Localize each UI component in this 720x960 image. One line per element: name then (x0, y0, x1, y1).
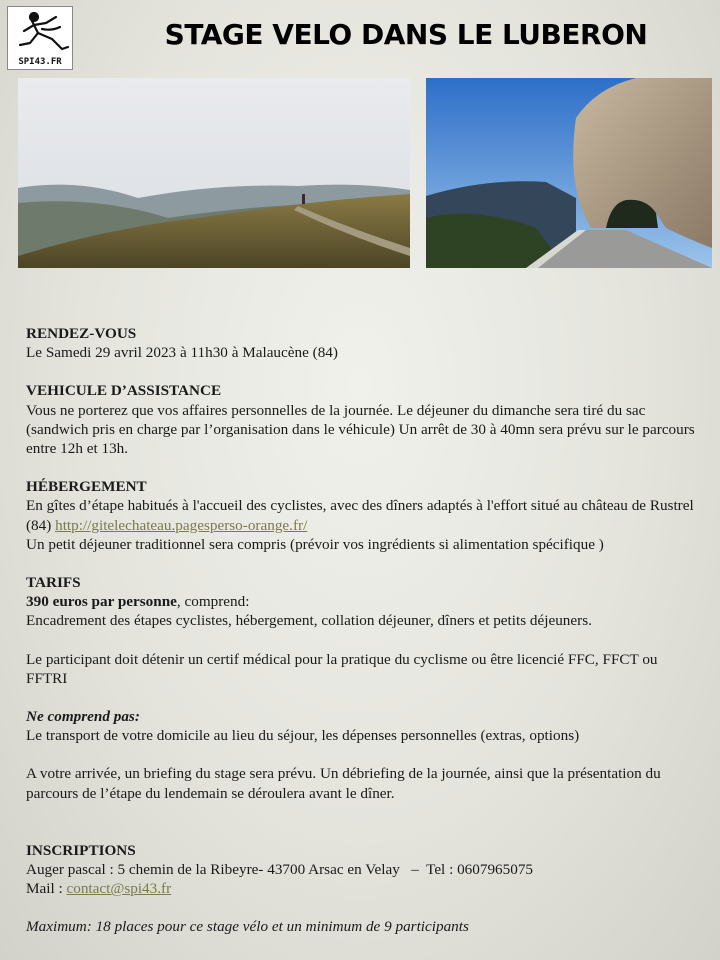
tarifs-includes: Encadrement des étapes cyclistes, hébergement, collation déjeuner, dîners et petits déjeuners. (26, 612, 592, 630)
briefing-text: A votre arrivée, un briefing du stage sera prévu. Un débriefing de la journée, ainsi que la présentation du parcours de l’étape du lendemain se déroulera avant le dîner. (26, 765, 661, 802)
inscriptions-address: Auger pascal : 5 chemin de la Ribeyre- 43700 Arsac en Velay – Tel : 0607965075 (26, 861, 534, 879)
rock-tunnel-road-photo (426, 78, 712, 268)
inscriptions-heading: INSCRIPTIONS (26, 841, 136, 859)
not-included-text: Le transport de votre domicile au lieu du séjour, les dépenses personnelles (extras, options) (26, 727, 580, 745)
tarifs-certif: Le participant doit détenir un certif médical pour la pratique du cyclisme ou être licencié FFC, FFCT ou FFTRI (26, 650, 658, 687)
maximum-text: Maximum: 18 places pour ce stage vélo et un minimum de 9 participants (26, 918, 469, 936)
hebergement-text-1: En gîtes d’étape habitués à l'accueil des cyclistes, avec des dîners adaptés à l'effort situé au château de Rustrel (84) (26, 497, 694, 534)
page-content (26, 324, 696, 937)
logo-text: SPI43.FR (18, 57, 62, 67)
tarifs-price: 390 euros par personne (26, 593, 177, 611)
hebergement-text (26, 496, 696, 534)
hebergement-text-2: Un petit déjeuner traditionnel sera compris (prévoir vos ingrédients si alimentation spécifique ) (26, 535, 604, 553)
tarifs-price-line (26, 592, 696, 611)
hills-landscape-photo (18, 78, 410, 268)
page-title: STAGE VELO DANS LE LUBERON (164, 18, 648, 51)
vehicule-text: Vous ne porterez que vos affaires personnelles de la journée. Le déjeuner du dimanche sera tiré du sac (sandwich pris en charge par l’organisation dans le véhicule) Un arrêt de 30 à 40mn sera prévu sur le parcours entre 12h et 13h. (26, 401, 695, 458)
hebergement-heading: HÉBERGEMENT (26, 478, 147, 496)
mail-link[interactable]: contact@spi43.fr (66, 880, 172, 898)
not-included-heading: Ne comprend pas: (26, 708, 140, 726)
inscriptions-mail-line (26, 879, 696, 898)
mail-label: Mail : (26, 880, 67, 898)
runner-icon (12, 9, 70, 57)
rendezvous-text: Le Samedi 29 avril 2023 à 11h30 à Malaucène (84) (26, 344, 338, 362)
hebergement-link[interactable]: http://gitelechateau.pagesperso-orange.fr/ (55, 516, 308, 534)
vehicule-heading: VEHICULE D’ASSISTANCE (26, 382, 222, 400)
tarifs-heading: TARIFS (26, 574, 81, 592)
logo (7, 6, 73, 70)
tarifs-price-suffix: , comprend: (176, 593, 250, 611)
rendezvous-heading: RENDEZ-VOUS (26, 325, 137, 342)
